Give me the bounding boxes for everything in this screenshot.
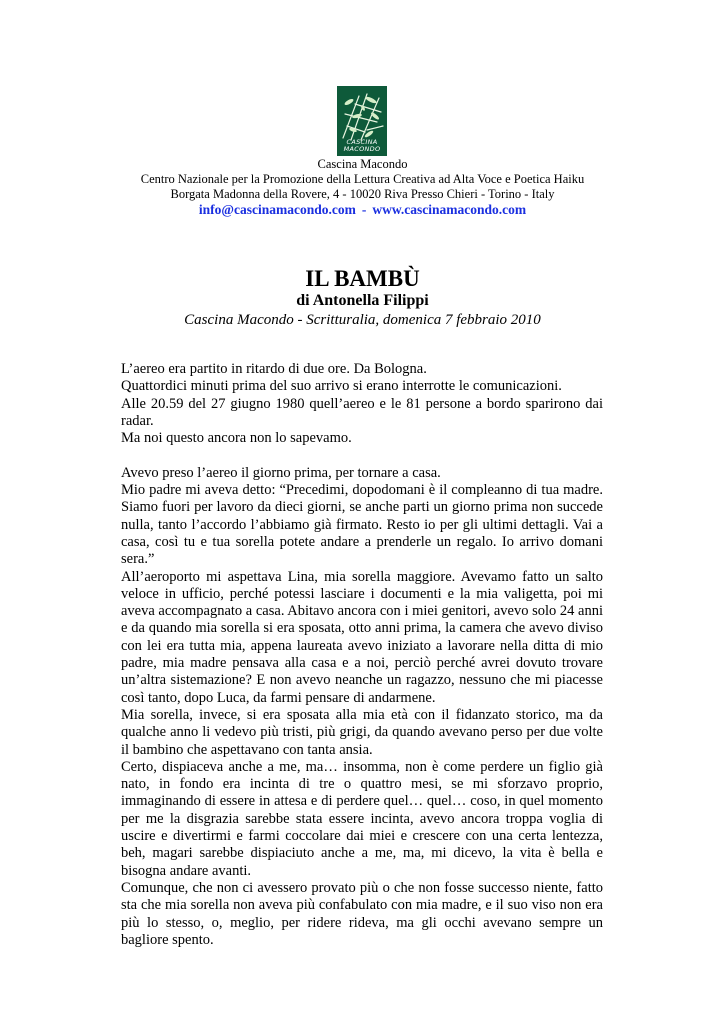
document-author: di Antonella Filippi	[296, 292, 429, 309]
paragraph: Comunque, che non ci avessero provato più o che non fosse successo niente, fatto sta che mia sorella non aveva più confabulato con mia madre, e il suo viso non era più lo stesso, o, meglio, per ridere rideva, ma gli occhi avevano sempre un bagliore spento.	[121, 879, 603, 948]
paragraph: All’aeroporto mi aspettava Lina, mia sorella maggiore. Avevamo fatto un salto veloce in ufficio, perché potessi lasciare i documenti e la mia valigetta, poi mi aveva accompagnato a casa. Abitavo ancora con i miei genitori, avevo solo 24 anni e da quando mia sorella si era sposata, otto anni prima, la camera che avevo diviso con lei era tutta mia, appena laureata avevo iniziato a lavorare nella ditta di mio padre, mia madre pensava alla casa e a noi, perciò perché avrei dovuto trovare un’altra sistemazione? E non avevo neanche un ragazzo, nessuno che mi piacesse così tanto, dopo Luca, da farmi pensare di andarmene.	[121, 568, 603, 706]
paragraph: Mio padre mi aveva detto: “Precedimi, dopodomani è il compleanno di tua madre. Siamo fuori per lavoro da dieci giorni, se anche parti un giorno prima non succede nulla, tanto l’accordo l’abbiamo già firmato. Resto io per gli ultimi dettagli. Vai a casa, così tu e tua sorella potete andare a prenderle un regalo. Io arrivo domani sera.”	[121, 482, 603, 568]
org-name: Cascina Macondo	[317, 157, 408, 171]
paragraph: Quattordici minuti prima del suo arrivo si erano interrotte le comunicazioni.	[121, 378, 562, 395]
document-title: IL BAMBÙ	[305, 266, 420, 291]
contact-separator: -	[361, 202, 367, 217]
cascina-macondo-logo	[337, 86, 387, 156]
email-link[interactable]: info@cascinamacondo.com	[198, 202, 356, 217]
website-link[interactable]: www.cascinamacondo.com	[372, 202, 527, 217]
paragraph: Certo, dispiaceva anche a me, ma… insomma, non è come perdere un figlio già nato, in fondo era incinta di tre o quattro mesi, se mi sforzavo proprio, immaginando di essere in attesa e di perdere quel… quel… coso, in quel momento per me la disgrazia sarebbe stata essere incinta, avevo ancora troppa voglia di uscire e divertirmi e farmi coccolare dai miei e crescere con una certa lentezza, beh, magari sarebbe dispiaciuto anche a me, ma, mi dicevo, la vita è bella e bisogna andare avanti.	[121, 758, 603, 879]
paragraph: Avevo preso l’aereo il giorno prima, per tornare a casa.	[121, 464, 441, 481]
story-body	[121, 361, 603, 949]
document-event: Cascina Macondo - Scritturalia, domenica 7 febbraio 2010	[184, 312, 541, 328]
paragraph: Ma noi questo ancora non lo sapevamo.	[121, 430, 352, 447]
paragraph-gap	[121, 447, 603, 464]
contact-line	[0, 201, 725, 218]
paragraph: L’aereo era partito in ritardo di due ore. Da Bologna.	[121, 361, 427, 377]
paragraph: Mia sorella, invece, si era sposata alla mia età con il fidanzato storico, ma da qualche anno li vedevo più tristi, più grigi, da quando avevano perso per due volte il bambino che aspettavano con tanta ansia.	[121, 706, 603, 758]
org-description: Centro Nazionale per la Promozione della Lettura Creativa ad Alta Voce e Poetica Haiku	[140, 172, 585, 186]
paragraph: Alle 20.59 del 27 giugno 1980 quell’aereo e le 81 persone a bordo sparirono dai radar.	[121, 395, 603, 429]
logo-text: CASCINA MACONDO	[343, 138, 381, 153]
org-address: Borgata Madonna della Rovere, 4 - 10020 Riva Presso Chieri - Torino - Italy	[170, 187, 555, 201]
